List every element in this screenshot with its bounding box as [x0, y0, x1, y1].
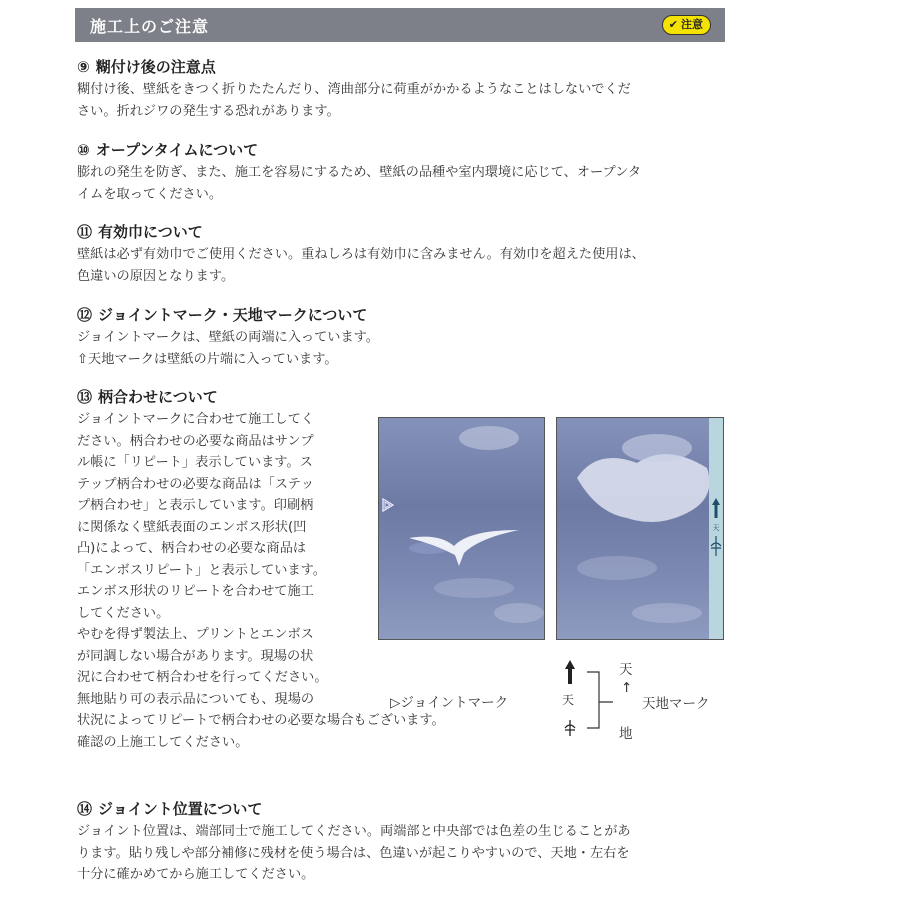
wallpaper-sample-right [556, 417, 724, 640]
section-12 [77, 305, 737, 370]
section-12-title: ⑫ ジョイントマーク・天地マークについて [77, 306, 368, 324]
section-10 [77, 140, 737, 205]
header-title: 施工上のご注意 [90, 17, 210, 36]
section-header [75, 8, 725, 42]
section-13-tail: 状況によってリピートで柄合わせの必要な場合もございます。 確認の上施工してください。 [77, 713, 445, 750]
joint-mark-legend-icon: ▷ [390, 695, 401, 711]
cloud-pattern-right [557, 418, 723, 639]
caution-badge [662, 15, 711, 35]
up-arrow-icon: ↑ [621, 680, 633, 696]
section-9-title: ⑨ 糊付け後の注意点 [77, 58, 216, 76]
section-13-title: ⑬ 柄合わせについて [77, 388, 218, 406]
section-12-body: ジョイントマークは、壁紙の両端に入っています。 ⇧天地マークは壁紙の片端に入っています。 [77, 330, 379, 367]
joint-mark-icon [382, 498, 394, 512]
small-ten-glyph: 天 [712, 524, 720, 532]
check-icon: ✔ [668, 18, 678, 31]
section-11-body: 壁紙は必ず有効巾でご使用ください。重ねしろは有効巾に含みません。有効巾を超えた使用は、 色違いの原因となります。 [77, 247, 645, 284]
ten-label: 天 [619, 662, 633, 678]
bracket-lines [585, 660, 615, 736]
section-14 [77, 799, 737, 886]
cloud-pattern-left [379, 418, 544, 639]
chi-label: 地 [619, 726, 633, 742]
section-13-body: ジョイントマークに合わせて施工してく ださい。柄合わせの必要な商品はサンプ ル帳に「リピート」表示しています。ス テップ柄合わせの必要な商品は「ステッ プ柄合わせ」と表示しています。印刷柄 に関係なく壁紙表面のエンボス形状(凹 凸)によって、柄合わせの必要な商品は 「エンボスリピート」と表示しています。 エンボス形状のリピートを合わせて施工 してください。 やむを得ず製法上、プリントとエンボス が同調しない場合があります。現場の状 況に合わせて柄合わせを行ってください。 無地貼り可の表示品についても、現場の [77, 412, 328, 707]
symbol-ten-label: 天 [562, 693, 575, 707]
top-bottom-mark-label: 天地マーク [642, 696, 710, 712]
section-9 [77, 57, 737, 122]
top-bottom-mark-icon [710, 496, 722, 558]
section-11-title: ⑪ 有効巾について [77, 223, 203, 241]
wallpaper-sample-left [378, 417, 545, 640]
badge-label: 注意 [681, 18, 703, 31]
section-14-title: ⑭ ジョイント位置について [77, 800, 263, 818]
joint-mark-legend [390, 691, 508, 711]
top-bottom-legend [560, 658, 730, 742]
section-11 [77, 222, 737, 287]
section-10-title: ⑩ オープンタイムについて [77, 141, 259, 159]
section-10-body: 膨れの発生を防ぎ、また、施工を容易にするため、壁紙の品種や室内環境に応じて、オープンタ イムを取ってください。 [77, 165, 642, 202]
joint-mark-label: ジョイントマーク [400, 695, 509, 711]
section-14-body: ジョイント位置は、端部同士で施工してください。両端部と中央部では色差の生じることがあ ります。貼り残しや部分補修に残材を使う場合は、色違いが起こりやすいので、天地・左右を 十分に確かめてから施工してください。 [77, 824, 631, 882]
section-9-body: 糊付け後、壁紙をきつく折りたたんだり、湾曲部分に荷重がかかるようなことはしないでくだ さい。折れジワの発生する恐れがあります。 [77, 82, 631, 119]
